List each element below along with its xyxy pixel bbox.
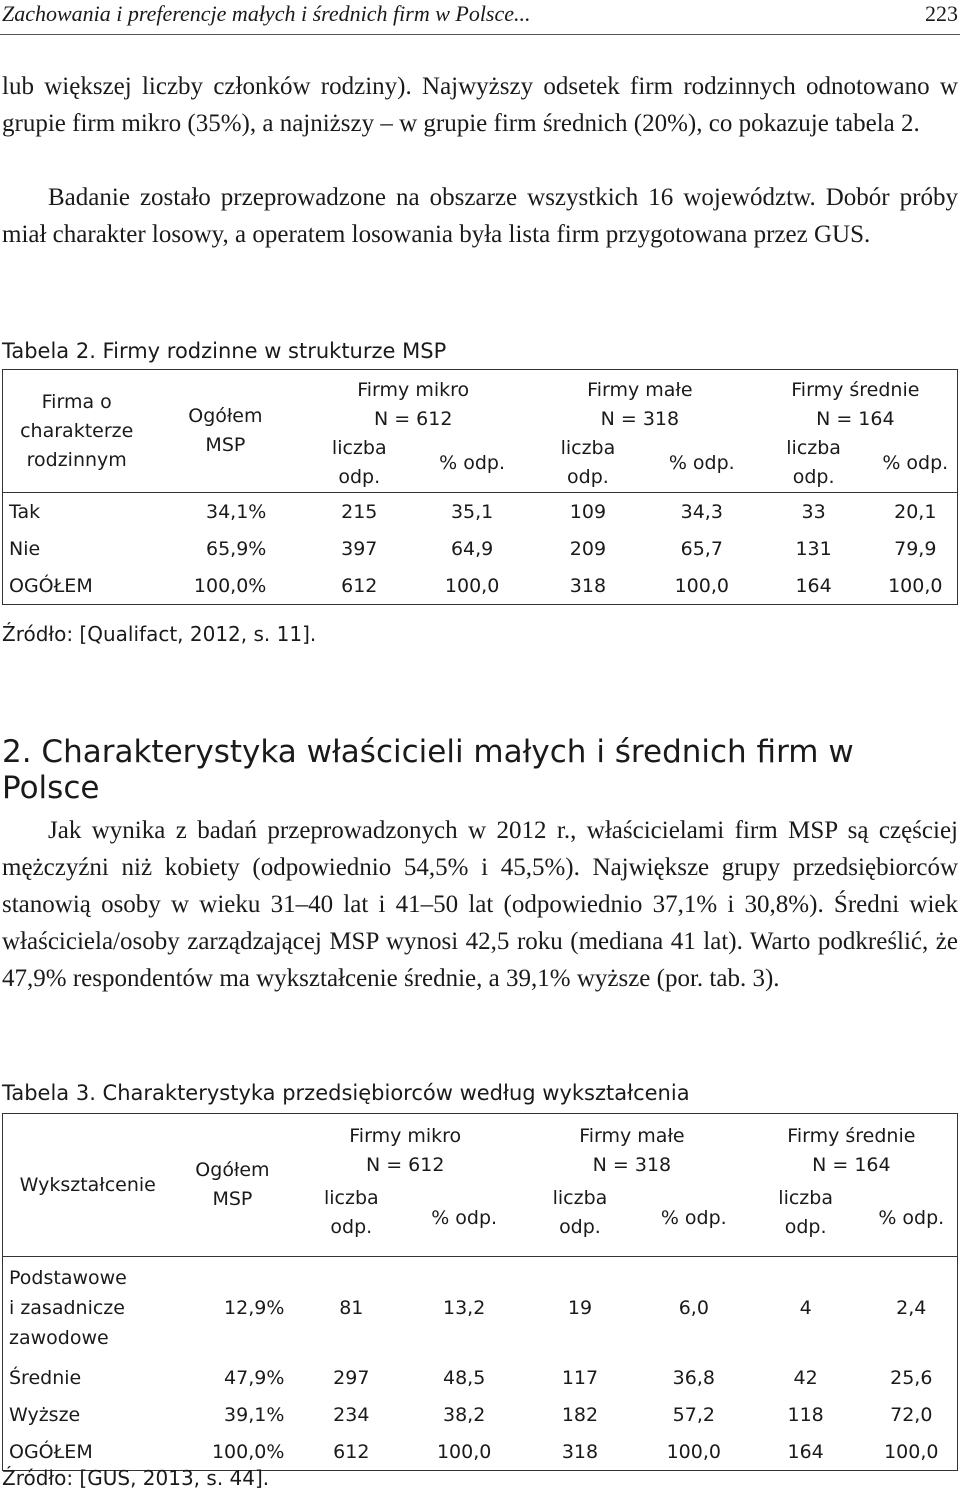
table-3-sub-pct: % odp. bbox=[660, 1206, 727, 1229]
table-cell: 65,9% bbox=[205, 537, 267, 560]
table-cell: 131 bbox=[795, 537, 832, 560]
running-header bbox=[0, 0, 960, 35]
table-3-source: Źródło: [GUS, 2013, s. 44]. bbox=[2, 1466, 270, 1490]
paragraph-2: Badanie zostało przeprowadzone na obszarze wszystkich 16 województw. Dobór próby miał charakter losowy, a operatem losowania była lista firm przygotowana przez GUS. bbox=[2, 184, 958, 248]
table-3-sub-count: liczba odp. bbox=[778, 1187, 833, 1238]
table-cell: 34,3 bbox=[680, 500, 723, 523]
table-2-col-total: Ogółem MSP bbox=[150, 370, 300, 493]
table-cell: 36,8 bbox=[672, 1366, 715, 1389]
table-cell: Tak bbox=[9, 500, 41, 523]
table-row bbox=[3, 1359, 958, 1396]
table-3-col-first: Wykształcenie bbox=[3, 1114, 173, 1257]
paragraph-3: Jak wynika z badań przeprowadzonych w 2012 r., właścicielami firm MSP są częściej mężczyźni niż kobiety (odpowiednio 54,5% i 45,5%). Największe grupy przedsiębiorców stanowią osoby w wieku 31–40 lat i 41–50 lat (odpowiednio 37,1% i 30,8%). Średni wiek właściciela/osoby zarządzającej MSP wynosi 42,5 roku (mediana 41 lat). Warto podkreślić, że 47,9% respondentów ma wykształcenie średnie, a 39,1% wyższe (por. tab. 3). bbox=[2, 817, 958, 992]
table-cell: 182 bbox=[561, 1403, 599, 1426]
table-cell: 6,0 bbox=[678, 1297, 709, 1319]
table-cell: 100,0 bbox=[444, 574, 500, 597]
table-cell: 297 bbox=[333, 1366, 370, 1389]
table-cell: 100,0 bbox=[674, 574, 729, 597]
table-3-sub-count: liczba odp. bbox=[323, 1187, 379, 1238]
table-cell: 100,0 bbox=[888, 574, 943, 597]
table-cell: 20,1 bbox=[894, 500, 937, 523]
table-cell: 48,5 bbox=[442, 1366, 486, 1389]
table-3 bbox=[2, 1113, 958, 1471]
table-row bbox=[3, 530, 958, 567]
table-cell: 35,1 bbox=[450, 500, 494, 523]
table-row bbox=[3, 493, 958, 531]
table-2 bbox=[2, 369, 958, 605]
table-cell: 19 bbox=[567, 1297, 593, 1319]
table-2-col-first: Firma o charakterze rodzinnym bbox=[3, 370, 151, 493]
table-cell: 397 bbox=[341, 537, 378, 560]
table-cell: 2,4 bbox=[896, 1297, 927, 1319]
table-cell: Średnie bbox=[9, 1366, 82, 1389]
table-cell: 64,9 bbox=[450, 537, 494, 560]
table-2-group-n: N = 318 bbox=[600, 408, 680, 430]
table-2-group-name: Firmy mikro bbox=[357, 379, 470, 401]
table-cell: 25,6 bbox=[890, 1366, 933, 1389]
table-cell: Podstawowe i zasadnicze zawodowe bbox=[9, 1267, 127, 1349]
table-row bbox=[3, 1433, 958, 1471]
table-cell: 318 bbox=[569, 574, 607, 597]
table-cell: 47,9% bbox=[224, 1366, 285, 1389]
table-cell: OGÓŁEM bbox=[9, 574, 93, 597]
table-cell: 164 bbox=[795, 574, 832, 597]
table-2-group-n: N = 164 bbox=[816, 408, 895, 430]
table-3-sub-pct: % odp. bbox=[878, 1206, 945, 1229]
table-2-group-n: N = 612 bbox=[373, 408, 453, 430]
table-cell: 57,2 bbox=[672, 1403, 715, 1426]
table-2-source: Źródło: [Qualifact, 2012, s. 11]. bbox=[2, 622, 317, 646]
table-cell: 318 bbox=[561, 1440, 599, 1463]
table-cell: 13,2 bbox=[442, 1297, 486, 1319]
table-cell: 164 bbox=[787, 1440, 824, 1463]
table-row bbox=[3, 1396, 958, 1433]
table-cell: 34,1% bbox=[205, 500, 267, 523]
table-cell: 118 bbox=[787, 1403, 824, 1426]
table-cell: 12,9% bbox=[224, 1297, 285, 1319]
table-row bbox=[3, 1257, 958, 1360]
table-3-sub-pct: % odp. bbox=[431, 1206, 498, 1229]
table-cell: 38,2 bbox=[442, 1403, 486, 1426]
table-cell: 42 bbox=[793, 1366, 818, 1389]
table-cell: 215 bbox=[341, 500, 378, 523]
table-3-group-n: N = 164 bbox=[812, 1154, 891, 1176]
table-2-sub-pct: % odp. bbox=[882, 451, 949, 474]
table-cell: 109 bbox=[569, 500, 607, 523]
table-3-group-name: Firmy średnie bbox=[787, 1125, 916, 1147]
table-cell: 209 bbox=[569, 537, 607, 560]
table-2-group-name: Firmy średnie bbox=[791, 379, 920, 401]
page-number: 223 bbox=[925, 1, 958, 26]
table-cell: OGÓŁEM bbox=[9, 1440, 93, 1463]
table-3-col-total: Ogółem MSP bbox=[172, 1114, 292, 1257]
table-cell: 100,0 bbox=[436, 1440, 492, 1463]
table-2-sub-pct: % odp. bbox=[439, 451, 506, 474]
table-cell: 100,0% bbox=[193, 574, 267, 597]
table-cell: 100,0% bbox=[211, 1440, 285, 1463]
paragraph-1: lub większej liczby członków rodziny). Najwyższy odsetek firm rodzinnych odnotowano w grupie firm mikro (35%), a najniższy – w grupie firm średnich (20%), co pokazuje tabela 2. bbox=[2, 73, 958, 137]
table-cell: 117 bbox=[561, 1366, 599, 1389]
table-3-group-n: N = 318 bbox=[592, 1154, 672, 1176]
section-heading: 2. Charakterystyka właścicieli małych i średnich firm w Polsce bbox=[2, 734, 854, 806]
table-cell: 612 bbox=[341, 574, 378, 597]
table-cell: Wyższe bbox=[9, 1403, 81, 1426]
table-2-sub-count: liczba odp. bbox=[331, 437, 387, 488]
table-cell: 612 bbox=[333, 1440, 370, 1463]
table-cell: Nie bbox=[9, 537, 41, 560]
table-3-group-name: Firmy mikro bbox=[349, 1125, 462, 1147]
table-cell: 234 bbox=[333, 1403, 370, 1426]
table-cell: 65,7 bbox=[680, 537, 723, 560]
table-2-caption: Tabela 2. Firmy rodzinne w strukturze MSP bbox=[2, 339, 447, 363]
table-3-caption: Tabela 3. Charakterystyka przedsiębiorców według wykształcenia bbox=[2, 1081, 690, 1105]
table-cell: 72,0 bbox=[890, 1403, 933, 1426]
table-cell: 33 bbox=[801, 500, 826, 523]
table-3-sub-count: liczba odp. bbox=[552, 1187, 608, 1238]
running-title: Zachowania i preferencje małych i średnich firm w Polsce... bbox=[2, 1, 531, 26]
table-cell: 39,1% bbox=[224, 1403, 285, 1426]
table-cell: 100,0 bbox=[666, 1440, 721, 1463]
table-cell: 81 bbox=[339, 1297, 364, 1319]
table-row bbox=[3, 567, 958, 605]
table-3-group-name: Firmy małe bbox=[579, 1125, 685, 1147]
table-2-sub-count: liczba odp. bbox=[786, 437, 841, 488]
table-2-sub-count: liczba odp. bbox=[560, 437, 616, 488]
table-cell: 4 bbox=[799, 1297, 812, 1319]
table-2-group-name: Firmy małe bbox=[587, 379, 693, 401]
table-cell: 79,9 bbox=[894, 537, 937, 560]
table-2-sub-pct: % odp. bbox=[668, 451, 735, 474]
table-3-group-n: N = 612 bbox=[365, 1154, 445, 1176]
table-cell: 100,0 bbox=[884, 1440, 939, 1463]
